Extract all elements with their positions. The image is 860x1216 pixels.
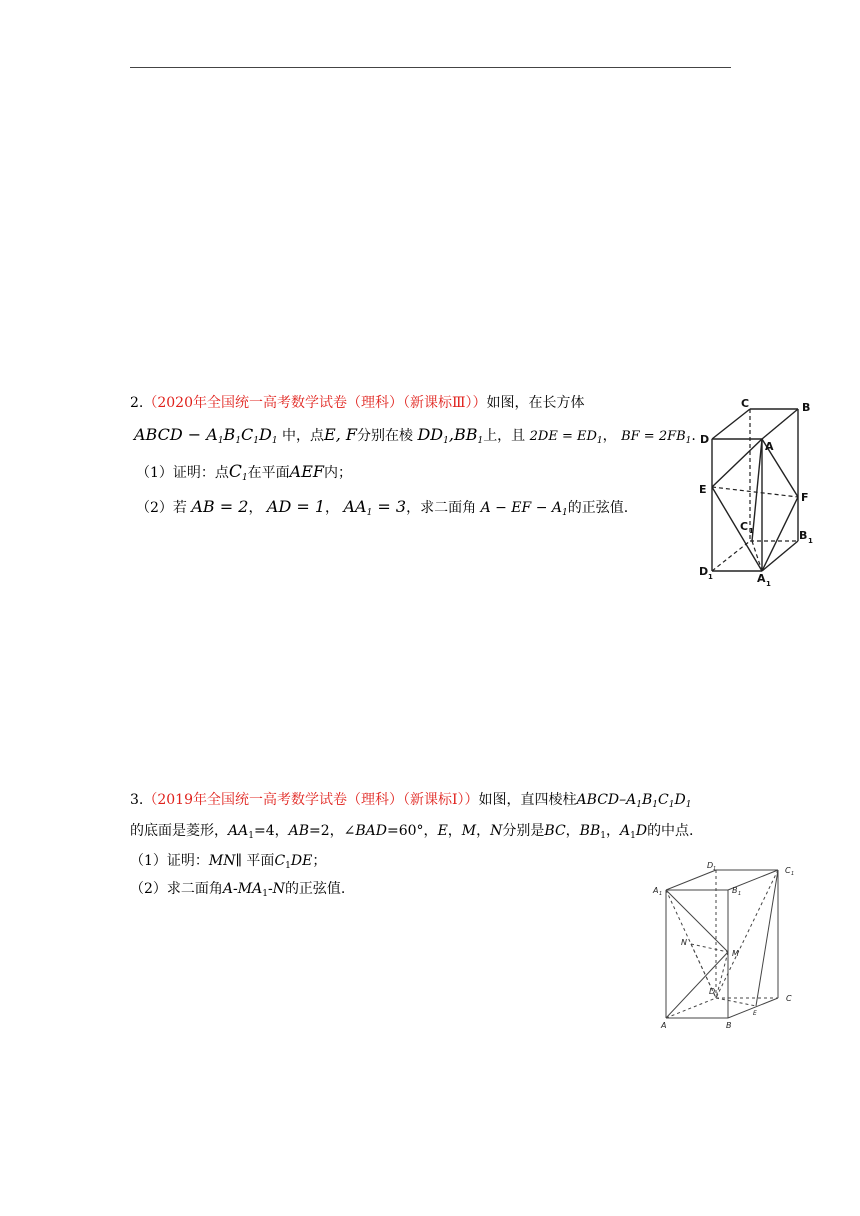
separator: ，	[602, 428, 617, 444]
label-c1: C	[785, 866, 791, 875]
separator: ，	[447, 823, 462, 839]
solid-name: ABCD − $A_1B_1C_1D_1$	[134, 425, 278, 446]
label-c1: C	[740, 520, 749, 533]
text: 的底面是菱形，	[130, 823, 228, 839]
label-a1-sub: 1	[766, 580, 771, 588]
label-c1-sub: 1	[791, 871, 795, 877]
text: 内；	[324, 465, 353, 481]
box-figure	[695, 395, 820, 590]
text: 的中点.	[647, 823, 694, 839]
cond-aa1: $AA_1 = 3$	[343, 497, 407, 518]
label-c: C	[786, 994, 792, 1003]
text: 的正弦值.	[284, 881, 346, 897]
var-n: N	[490, 823, 503, 839]
label-e: E	[753, 1010, 757, 1017]
label-d1: D	[707, 861, 714, 870]
label-c1-sub: 1	[749, 527, 754, 535]
period: .	[691, 428, 696, 444]
label-a1-sub: 1	[659, 891, 663, 897]
label-d: D	[700, 433, 710, 446]
problem3-part2: （2）求二面角$A-MA_1-N$的正弦值.	[130, 881, 346, 899]
label-b1-sub: 1	[738, 891, 742, 897]
var-mn: MN	[208, 853, 236, 869]
part-label: （1）证明：	[130, 853, 209, 869]
var-bad: BAD	[355, 823, 388, 839]
prism-name: ABCD–$A_1B_1C_1D_1$	[576, 792, 692, 810]
text-edges: 分别在棱	[357, 428, 413, 444]
separator: ，	[565, 823, 580, 839]
header-rule	[130, 67, 731, 68]
problem-number: 3.	[130, 792, 144, 808]
var-d: D	[635, 823, 648, 839]
text: 分别是	[502, 823, 545, 839]
var-bb: BB	[579, 823, 601, 839]
text: 在平面	[247, 465, 290, 481]
var-c: C	[274, 853, 286, 869]
text: =2，∠	[309, 823, 356, 839]
label-b: B	[726, 1021, 732, 1030]
var-e: E	[437, 823, 448, 839]
var-de: DE	[290, 853, 313, 869]
var-n: -N	[267, 881, 285, 897]
dihedral-angle: A − EF − $A_1$	[480, 500, 568, 518]
problem-source: （2019年全国统一高考数学试卷（理科）（新课标Ⅰ））	[143, 792, 479, 808]
label-e: E	[699, 483, 707, 496]
condition-1: $2DE = ED_1$	[529, 429, 603, 446]
var-bc: BC	[544, 823, 566, 839]
problem2-part2	[136, 497, 628, 518]
var-aa: AA	[228, 823, 249, 839]
problem-source: （2020年全国统一高考数学试卷（理科）（新课标Ⅲ））	[143, 395, 487, 411]
text: =4，	[253, 823, 289, 839]
problem3-part1: （1）证明：MN∥ 平面$C_1DE$；	[130, 853, 327, 871]
label-d1-sub: 1	[708, 573, 713, 581]
label-a1: A	[653, 886, 659, 895]
text: =60°，	[387, 823, 438, 839]
part-label: （1）证明：点	[136, 465, 229, 481]
part-label: （2）求二面角	[130, 881, 223, 897]
separator: ，	[476, 823, 491, 839]
point-c1: $C_1$	[228, 462, 248, 483]
text: 的正弦值.	[567, 500, 629, 516]
problem-intro: 如图，直四棱柱	[478, 792, 577, 808]
separator: ，	[605, 823, 620, 839]
label-m: M	[732, 949, 739, 958]
problem-intro: 如图，在长方体	[486, 395, 585, 411]
label-d: D	[709, 987, 716, 996]
text: ；	[312, 853, 327, 869]
label-b1: B	[732, 886, 738, 895]
text: ∥ 平面	[235, 853, 275, 869]
label-f: F	[801, 491, 809, 504]
condition-2: BF = $2FB_1$	[621, 429, 692, 446]
points-ef: E, F	[324, 425, 357, 444]
label-d1: D	[699, 565, 709, 578]
label-b: B	[802, 401, 811, 414]
label-a1: A	[757, 572, 766, 585]
prism-figure	[645, 855, 805, 1035]
problem2-part1	[136, 462, 352, 483]
problem3-title	[130, 790, 691, 810]
var-a: A	[619, 823, 631, 839]
label-a: A	[661, 1021, 667, 1030]
label-n: N	[681, 938, 687, 947]
label-a: A	[765, 440, 774, 453]
text-mid: 中，点	[282, 428, 325, 444]
separator: ，	[248, 500, 263, 516]
cond-ad: AD = 1	[266, 497, 326, 516]
plane-aef: AEF	[289, 462, 325, 481]
var-ab: AB	[288, 823, 310, 839]
label-c: C	[741, 397, 750, 410]
problem3-statement: 的底面是菱形，$AA_1=4$，AB=2，∠BAD=60°，E，M，N分别是BC，$BB_1$，$A_1D$的中点.	[130, 823, 694, 841]
edges: $DD_1,BB_1$	[417, 425, 484, 446]
separator: ，	[325, 500, 340, 516]
var-ama: A-MA	[222, 881, 263, 897]
cond-ab: AB = 2	[191, 497, 249, 516]
text: ，求二面角	[406, 500, 477, 516]
text-on: 上，且	[483, 428, 526, 444]
label-d1-sub: 1	[713, 866, 717, 872]
problem2-statement	[134, 425, 696, 447]
problem-number: 2.	[130, 395, 144, 411]
label-b1-sub: 1	[808, 537, 813, 545]
label-b1: B	[799, 529, 808, 542]
part-label: （2）若	[136, 500, 187, 516]
var-m: M	[461, 823, 477, 839]
problem2-title	[130, 393, 585, 413]
